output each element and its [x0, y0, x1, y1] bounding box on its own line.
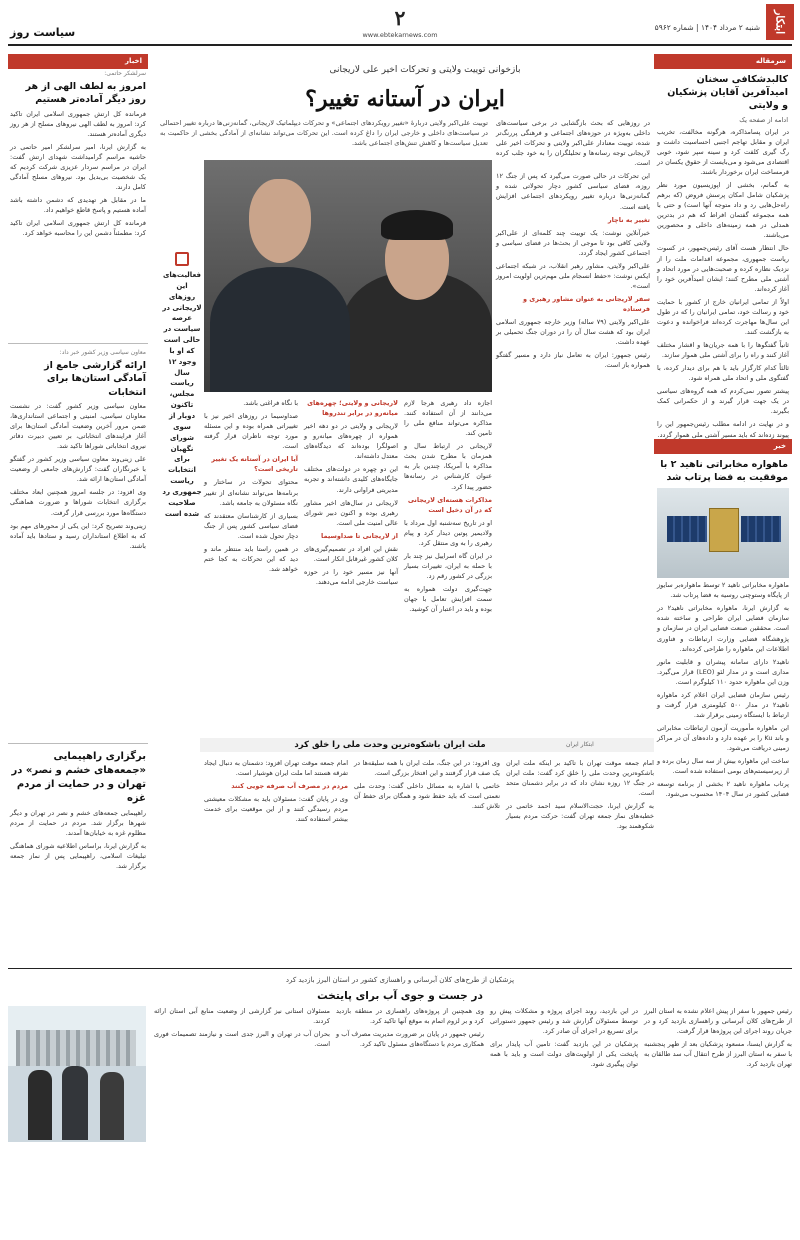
editorial-label: سرمقاله	[654, 54, 792, 69]
article-paragraph: لاریجانی در ارتباط سال و همزمان با مطرح شدن بحث مذاکره با آمریکا، چندین بار به عنوان کارشناس در رسانه‌ها حضور پیدا کرد.	[404, 442, 492, 491]
mid-column-1	[506, 758, 654, 962]
article-paragraph: در روزهایی که بحث بازگشایی در برخی سیاست‌های داخلی به‌ویژه در حوزه‌های اجتماعی و فرهنگی پررنگ‌تر شده، توییت معنادار علی‌اکبر ولایتی و تحرکات اخیر علی لاریجانی توجه رسانه‌ها و تحلیلگران را به خود جلب کرده است.	[496, 119, 650, 168]
article-paragraph: در همین راستا باید منتظر ماند و دید که این تحرکات به کجا ختم خواهد شد.	[204, 544, 298, 573]
bottom-column-3	[336, 1006, 484, 1232]
news-paragraph: علی زینی‌وند معاون سیاسی وزیر کشور در گفتگو با خبرنگاران گفت: گزارش‌های جامعی از وضعیت آمادگی استان‌ها ارائه شد.	[10, 455, 146, 484]
article-paragraph: رئیس جمهور در پایان بر ضرورت مدیریت مصرف آب و همکاری مردم با دستگاه‌های مسئول تاکید کرد.	[336, 1030, 484, 1049]
lead-headline[interactable]: ایران در آستانه تغییر؟	[305, 86, 505, 112]
bottom-column-4	[154, 1006, 330, 1232]
article-paragraph: امام جمعه موقت تهران افزود: دشمنان به دنبال ایجاد تفرقه هستند اما ملت ایران هوشیار است.	[204, 759, 348, 778]
article-paragraph: جهت‌گیری دولت همواره به سمت افزایش تعامل با جهان بوده و باید در اعتبار آن کوشید.	[404, 585, 492, 614]
article-paragraph: رئیس جمهور با سفر از پیش اعلام نشده به استان البرز از طرح‌های کلان آبرسانی و راهسازی بازدید کرد و در جریان روند اجرای این پروژه‌ها قرار گرفت.	[644, 1007, 792, 1036]
news-paragraph: ساخت این ماهواره بیش از سه سال زمان برده و از زیرسیستم‌های بومی استفاده شده است.	[657, 757, 789, 776]
left-column	[8, 54, 148, 958]
article-paragraph: رئیس جمهور: ایران به تعامل نیاز دارد و مسیر گفتگو همواره باز است.	[496, 351, 650, 370]
article-paragraph: وی افزود: در این جنگ، ملت ایران با همه سلیقه‌ها در یک صف قرار گرفتند و این افتخار بزرگی است.	[354, 759, 500, 778]
turban-icon	[381, 210, 453, 240]
news1-body	[8, 109, 148, 339]
news2-title[interactable]: ارائه گزارشی جامع از آمادگی استان‌ها برای انتخابات	[44, 360, 146, 398]
issue-date: شنبه ۲ مرداد ۱۴۰۴ | شماره ۵۹۶۲	[654, 23, 760, 32]
news-paragraph: به گزارش ایرنا، براساس اطلاعیه شورای هماهنگی تبلیغات اسلامی، راهپیمایی پس از نماز جمعه برگزار شد.	[10, 842, 146, 871]
person-figure-left	[210, 167, 350, 392]
article-paragraph: بحران آب در تهران و البرز جدی است و نیازمند تصمیمات فوری است.	[154, 1030, 330, 1049]
bottom-rule	[8, 968, 792, 969]
person-head	[249, 179, 311, 263]
mid-column-3	[204, 758, 348, 962]
bottom-kicker: پزشکیان از طرح‌های کلان آبرسانی و راهسازی کشور در استان البرز بازدید کرد	[285, 976, 515, 984]
news-paragraph: فرمانده کل ارتش جمهوری اسلامی ایران تاکید کرد: مطمئناً دشمن این را محاسبه خواهد کرد.	[10, 219, 146, 238]
satellite-news-title[interactable]: ماهواره مخابراتی ناهید ۲ با موفقیت به فضا پرتاب شد	[660, 458, 788, 483]
news-section-label: اخبار	[8, 54, 148, 69]
article-paragraph: مسئولان استانی نیز گزارشی از وضعیت منابع آبی استان ارائه کردند.	[154, 1007, 330, 1026]
article-paragraph: صداوسیما در روزهای اخیر نیز با تغییراتی همراه بوده و این مسئله مورد توجه ناظران قرار گرفته است.	[204, 412, 298, 451]
divider	[8, 743, 148, 744]
person-body	[210, 267, 350, 392]
news1-kicker: سرلشکر حاتمی:	[104, 69, 146, 77]
page-number: ۲	[394, 6, 406, 30]
news3-body	[8, 808, 148, 958]
article-paragraph: وی در پایان گفت: مسئولان باید به مشکلات معیشتی مردم رسیدگی کنند و از این موقعیت برای خدمت بیشتر استفاده کنند.	[204, 795, 348, 824]
editorial-paragraph: در ایران پسامذاکره، هرگونه مخالفت، تخریب ایران و مقابل تهاجم اجنبی احساسیت داشت و رگ گیری کلفت کرد و سینه سپر شود، خوبی اقتصادی می‌شود و می‌بایست از حقوق یکسان در قرمساخت ایران برخوردار باشند.	[657, 127, 789, 177]
satellite-photo	[657, 488, 789, 578]
news-paragraph: به گزارش ایرنا، ماهواره مخابراتی ناهید۲ در سازمان فضایی ایران طراحی و ساخته شده است. محققین صنعت فضایی ایران در سازمان و پژوهشگاه فضایی وزارت ارتباطات و فناوری اطلاعات این ماهواره را طراحی کرده‌اند.	[657, 604, 789, 653]
header-rule	[8, 44, 792, 46]
article-subheading: آیا ایران در آستانه یک تغییر تاریخی است؟	[211, 455, 298, 474]
article-subheading: تغییر به ناچار	[607, 215, 650, 224]
person-figure	[62, 1066, 88, 1140]
quote-icon	[175, 252, 189, 266]
editorial-paragraph: به گمانم، بخشی از اپوزیسیون مورد نظر پزشکیان شامل امکان پرسش فروض (که برهم راه‌حل‌هایی رد و داد متوجه آنها است) و حتی با همه مجموعه گفتمان افراط که هم در بدترین همدلی در همه زمینه‌های داخلی و محصورین می‌باشند.	[657, 181, 789, 240]
article-paragraph: این تحرکات در حالی صورت می‌گیرد که پس از جنگ ۱۲ روزه، فضای سیاسی کشور دچار تحولاتی شده و گمانه‌زنی‌ها درباره تغییر رویکردهای اجتماعی افزایش یافته است.	[496, 172, 650, 211]
person-figure	[100, 1072, 124, 1140]
pull-quote-text: فعالیت‌های این روزهای لاریجانی در عرصه سیاست در حالی است که او با وجود ۱۲ سال ریاست مجلس، تاکنون دوبار از سوی شورای نگهبان برای انتخابات ریاست جمهوری رد صلاحیت شده است	[162, 271, 202, 518]
article-paragraph: بسیاری از کارشناسان معتقدند که فضای سیاسی کشور پس از جنگ دچار تحول شده است.	[204, 511, 298, 540]
article-subheading: مردم در مصرف آب صرفه جویی کنند	[231, 782, 348, 791]
site-url[interactable]: www.ebtekarnews.com	[362, 31, 438, 39]
lead-column-4	[204, 398, 298, 734]
bottom-photo	[8, 1006, 146, 1142]
news3-title[interactable]: برگزاری راهپیمایی «جمعه‌های خشم و نصر» در تهران و در حمایت از مردم غزه	[11, 750, 146, 804]
lead-intro: توییت علی‌اکبر ولایتی دربارهٔ «تغییر رویکردهای اجتماعی» و تحرکات دیپلماتیک لاریجانی، گمانه‌زنی‌ها درباره تغییر احتمالی در سیاست‌های داخلی و خارجی ایران را داغ کرده است. این تحرکات می‌تواند نشانه‌ای از آمادگی بخشی از حاکمیت به تعدیل سیاست‌ها و کاهش تنش‌های اجتماعی باشد.	[160, 119, 488, 148]
article-paragraph: نقش این افراد در تصمیم‌گیری‌های کلان کشور غیرقابل انکار است.	[304, 544, 398, 563]
article-paragraph: خبرآنلاین نوشت: یک توییت چند کلمه‌ای از علی‌اکبر ولایتی کافی بود تا موجی از بحث‌ها در فضای سیاسی و اجتماعی کشور ایجاد گردد.	[496, 228, 650, 257]
article-subheading: سفر لاریجانی به عنوان مشاور رهبری و فرستاده	[523, 295, 650, 314]
solar-panel-icon	[741, 516, 781, 542]
news-paragraph: به گزارش ایرنا، امیر سرلشکر امیر حاتمی در حاشیه مراسم گرامیداشت شهدای ارتش گفت: ایران در مراسم سردار عزیزی شرکت کردیم که یک شخصیت بی‌بدیل بود. نیروهای مسلح آمادگی کامل دارند.	[10, 142, 146, 192]
bottom-column-2	[490, 1006, 638, 1232]
lead-photo	[204, 160, 492, 392]
news-paragraph: پرتاب ماهواره ناهید ۲ بخشی از برنامه توسعه فضایی کشور در سال ۱۴۰۴ محسوب می‌شود.	[657, 780, 789, 799]
article-paragraph: آنها نیز مسیر خود را در حوزه سیاست خارجی ادامه می‌دهند.	[304, 567, 398, 586]
article-paragraph: پزشکیان در این بازدید گفت: تامین آب پایدار برای پایتخت یکی از اولویت‌های دولت است و باید با همه توان پیگیری شود.	[490, 1040, 638, 1069]
article-paragraph: علی‌اکبر ولایتی، مشاور رهبر انقلاب، در شبکه اجتماعی ایکس نوشت: «حفظ انسجام ملی مهم‌ترین اولویت امروز است».	[496, 261, 650, 290]
article-paragraph: خاتمی با اشاره به مسائل داخلی گفت: وحدت ملی نعمتی است که باید حفظ شود و همگان برای حفظ آن تلاش کنند.	[354, 782, 500, 811]
article-paragraph: محتوای تحولات در ساختار و برنامه‌ها می‌تواند نشانه‌ای از تغییر نگاه مسئولان به جامعه باشد.	[204, 478, 298, 507]
right-column	[654, 54, 792, 1090]
mid-column-2	[354, 758, 500, 962]
satellite-body-icon	[709, 508, 739, 552]
editorial-paragraph: ثالثاً کدام کارگزار باید با هم برای دیدار کرده، با گفتگوی ملی و اتحاد ملی همراه شود.	[657, 364, 789, 383]
article-paragraph: به گزارش ایرنا، حجت‌الاسلام سید احمد خاتمی در خطبه‌های نماز جمعه تهران گفت: حرکت مردم بسیار شکوهمند بود.	[506, 802, 654, 831]
news-paragraph: رئیس سازمان فضایی ایران اعلام کرد ماهواره ناهید۲ در مدار ۵۰۰ کیلومتری قرار گرفت و ارتباط با ایستگاه زمینی برقرار شد.	[657, 690, 789, 719]
article-paragraph: وی همچنین از پروژه‌های راهسازی در منطقه بازدید کرد و بر لزوم اتمام به موقع آنها تاکید کرد.	[336, 1007, 484, 1026]
page-number-block	[360, 8, 440, 40]
article-paragraph: به گزارش ایسنا، مسعود پزشکیان بعد از ظهر پنجشنبه با سفر به استان البرز از طرح انتقال آب سد طالقان به تهران بازدید کرد.	[644, 1040, 792, 1069]
news-paragraph: ما در مقابل هر تهدیدی که دشمن داشته باشد آماده هستیم و پاسخ قاطع خواهیم داد.	[10, 196, 146, 215]
pull-quote	[160, 250, 204, 518]
bottom-headline[interactable]: در جست و جوی آب برای پایتخت	[317, 990, 483, 1002]
editorial-paragraph: پیشتر تصور نمی‌کردم که همه گروه‌های سیاسی در یک جهت قرار گیرند و از حکمرانی کمک بگیرند.	[657, 387, 789, 416]
article-paragraph: لاریجانی و ولایتی در دو دهه اخیر همواره از چهره‌های میانه‌رو و اصولگرا بوده‌اند که دیدگاه‌های معتدل داشته‌اند.	[304, 422, 398, 461]
news2-body	[8, 401, 148, 739]
editorial-body	[654, 127, 792, 439]
bottom-column-1	[644, 1006, 792, 1232]
editorial-paragraph: حال انتظار هست آقای رئیس‌جمهور، در کسوت ریاست جمهوری، مجموعه اقدامات ملت را از نزدیک نظاره کرده و صحبت‌هایی در مورد اتحاد و آشتی ملی مطرح کنند؛ ایشان امیدآفرین خود را آغاز کرده‌اند.	[657, 244, 789, 293]
news-paragraph: ناهید۲ دارای سامانه پیشران و قابلیت مانور مداری است و در مدار لئو (LEO) قرار می‌گیرد. وزن این ماهواره حدود ۱۱۰ کیلوگرم است.	[657, 657, 790, 686]
mid-article-source: ابتکار ایران	[566, 741, 594, 748]
lead-column-2	[404, 398, 492, 734]
news-paragraph: معاون سیاسی وزیر کشور گفت: در نشست معاونان سیاسی، امنیتی و اجتماعی استانداری‌ها، ضمن مرور آخرین وضعیت آمادگی استان‌ها برای آغاز فرایندهای انتخاباتی، بر تعیین دبیرت دفاتر نیروی انتخاباتی شوراها تاکید شد.	[10, 401, 146, 451]
article-paragraph: لاریجانی در سال‌های اخیر مشاور رهبری بوده و اکنون دبیر شورای عالی امنیت ملی است.	[304, 498, 398, 527]
article-paragraph: او در تاریخ سه‌شنبه اول مرداد با ولادیمیر پوتین دیدار کرد و پیام رهبری را به وی منتقل کرد.	[404, 518, 492, 547]
news-paragraph: زینی‌وند تصریح کرد: این یکی از محورهای مهم بود که به اطلاع استانداران رسید و ستادها باید آماده باشند.	[10, 521, 146, 550]
solar-panel-icon	[667, 516, 707, 542]
article-paragraph: علی‌اکبر ولایتی (۷۹ ساله) وزیر خارجه جمهوری اسلامی ایران بود که هشت سال آن را در دوران جنگ تحمیلی بر عهده داشت.	[496, 318, 650, 347]
structure-shape	[16, 1030, 136, 1066]
editorial-title[interactable]: کالبدشکافی سخنان امیدآفرین آقایان پزشکیان و ولایتی	[667, 73, 788, 112]
lead-column-3	[304, 398, 398, 734]
editorial-paragraph: اولاً از تمامی ایرانیان خارج از کشور با حمایت خود و رسالت خود، تمامی ایرانیان را که در طول این سال‌ها مهاجرت کرده‌اند فراخوانده و دعوت به بازگشت کنند.	[657, 297, 789, 336]
news-paragraph: این ماهواره مأموریت آزمون ارتباطات مخابراتی و باند Ku را بر عهده دارد و داده‌های آن در مراکز زمینی دریافت می‌شود.	[657, 724, 789, 753]
news2-kicker: معاون سیاسی وزیر کشور خبر داد:	[59, 348, 146, 356]
article-subheading: از لاریجانی تا صداوسیما	[321, 531, 398, 540]
section-title: سیاست روز	[10, 26, 76, 39]
lead-column-1	[496, 118, 650, 734]
article-paragraph: امام جمعه موقت تهران با تاکید بر اینکه ملت ایران باشکوه‌ترین وحدت ملی را خلق کرد گفت: ملت ایران در جنگ ۱۲ روزه نشان داد که در برابر دشمنان متحد است.	[506, 759, 654, 798]
person-figure-right	[342, 182, 492, 392]
article-paragraph: اجازه داد رهبری هرجا لازم می‌دانند از آن استفاده کنند. مذاکره می‌تواند منافع ملی را تامین کند.	[404, 399, 492, 438]
article-subheading: لاریجانی و ولایتی؛ چهره‌های میانه‌رو در برابر تندروها	[307, 399, 398, 418]
article-paragraph: این دو چهره در دولت‌های مختلف جایگاه‌های کلیدی داشته‌اند و تجربه مدیریتی فراوانی دارند.	[304, 465, 398, 494]
news-paragraph: راهپیمایی جمعه‌های خشم و نصر در تهران و دیگر شهرها برگزار شد. مردم در حمایت از مردم مظلوم غزه به خیابان‌ها آمدند.	[10, 808, 146, 838]
newspaper-logo: ابتکار	[766, 4, 794, 40]
article-subheading: مذاکرات هسته‌ای لاریجانی که در آن دخیل است	[407, 495, 492, 514]
news-paragraph: فرمانده کل ارتش جمهوری اسلامی ایران تاکید کرد: امروز به لطف الهی نیروهای مسلح از هر روز دیگری آماده‌تر هستند.	[10, 109, 146, 138]
person-figure	[28, 1070, 52, 1140]
news-paragraph: ماهواره مخابراتی ناهید ۲ توسط ماهواره‌بر سایوز از پایگاه وستوچنی روسیه به فضا پرتاب شد.	[657, 581, 789, 600]
editorial-paragraph: ثانیاً گفتگوها را با همه جریان‌ها و اقشار مختلف آغاز کنند و راه را برای آشتی ملی هموار سازند.	[657, 341, 789, 360]
divider	[8, 343, 148, 344]
article-paragraph: در ایران گاه اسراییل نیز چند بار با حمله به ایران، تغییرات بسیار بزرگی در کشور رقم زد.	[404, 551, 492, 580]
mid-article-title[interactable]: ملت ایران باشکوه‌ترین وحدت ملی را خلق کرد	[294, 740, 486, 750]
editorial-author: ادامه از صفحه یک	[739, 115, 788, 124]
news1-title[interactable]: امروز به لطف الهی از هر روز دیگر آماده‌تر هستیم	[25, 81, 146, 106]
news-label: خبر	[654, 439, 792, 454]
editorial-paragraph: و در نهایت در ادامه مطلب رئیس‌جمهور این را پیوند زده‌اند که باید مسیر آشتی ملی هموار گردد.	[657, 420, 789, 439]
lead-kicker: بازخوانی توییت ولایتی و تحرکات اخیر علی لاریجانی	[329, 65, 521, 75]
news-paragraph: وی افزود: در جلسه امروز همچنین ابعاد مختلف برگزاری انتخابات شوراها و ضرورت هماهنگی دستگاه‌ها مورد بررسی قرار گرفت.	[10, 488, 146, 517]
article-paragraph: با نگاه فراغتی باشد.	[243, 399, 298, 407]
article-paragraph: در این بازدید، روند اجرای پروژه و مشکلات پیش رو توسط مسئولان گزارش شد و رئیس جمهور دستوراتی برای تسریع در اجرای آن صادر کرد.	[490, 1007, 638, 1036]
